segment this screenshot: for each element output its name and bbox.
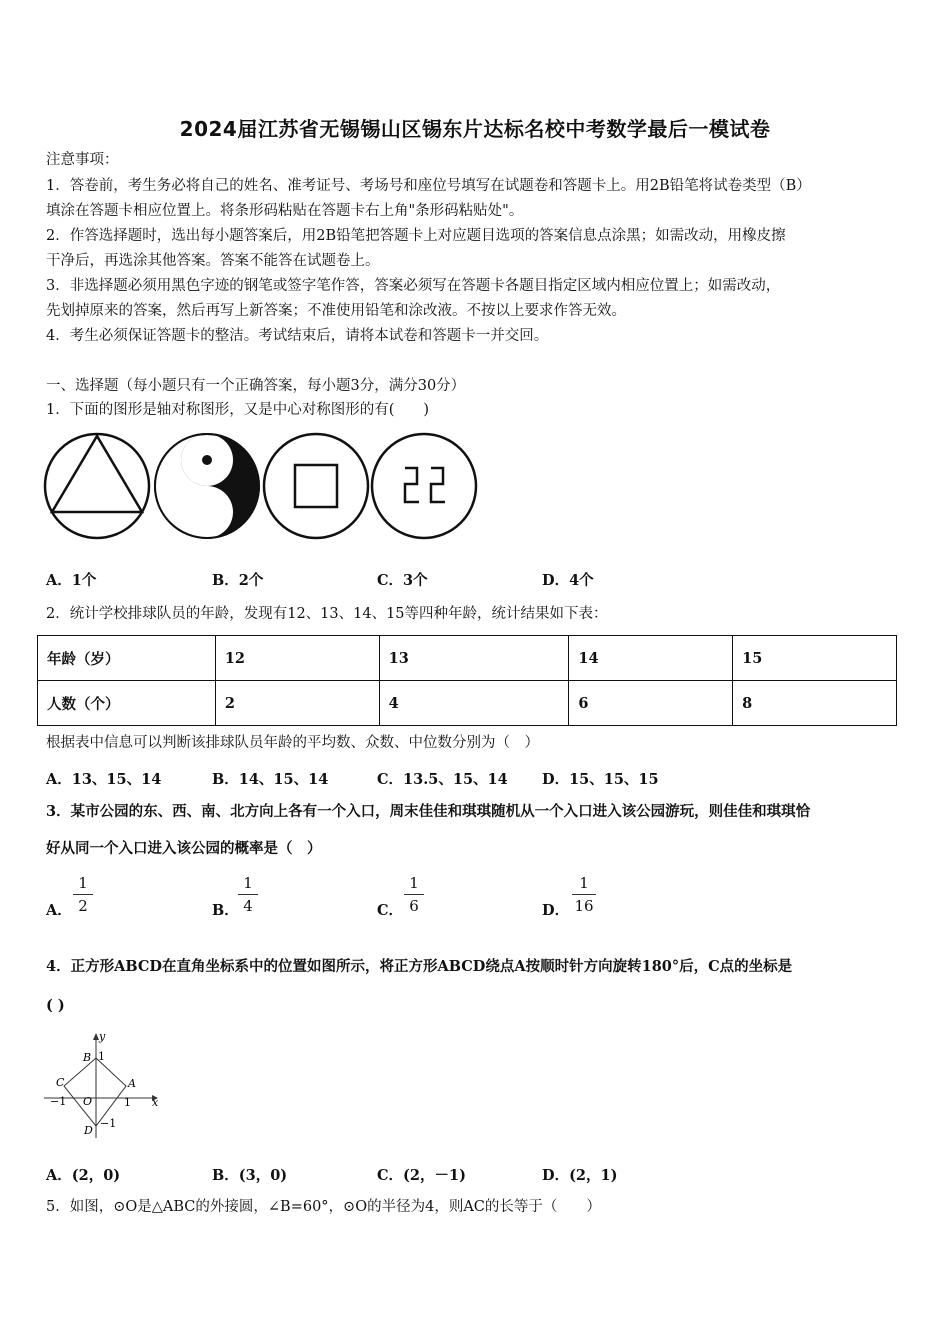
point-label-c: C [56,1076,65,1089]
question-3-option-c-fraction[interactable] [402,873,426,916]
question-3-stem-line-2: 好从同一个入口进入该公园的概率是（ ） [46,840,322,857]
question-2-followup: 根据表中信息可以判断该排球队员年龄的平均数、众数、中位数分别为（ ） [46,735,539,751]
table-header-cell: 年龄（岁） [38,636,216,681]
question-4-option-a[interactable]: A．(2，0) [46,1167,121,1184]
question-2-option-a[interactable]: A．13、15、14 [46,771,162,788]
section-heading: 一、选择题（每小题只有一个正确答案，每小题3分，满分30分） [46,378,466,394]
tick-label: 1 [124,1096,131,1109]
axis-label-x: x [152,1096,159,1109]
fraction-bar [238,894,258,895]
table-cell: 8 [733,681,897,726]
tick-label: 1 [98,1050,105,1063]
question-1-figures [43,430,483,546]
table-cell: 6 [569,681,733,726]
notice-line: 填涂在答题卡相应位置上。将条形码粘贴在答题卡右上角"条形码粘贴处"。 [46,203,524,219]
question-4-stem-line-1: 4．正方形ABCD在直角坐标系中的位置如图所示，将正方形ABCD绕点A按顺时针方向旋转180°后，C点的坐标是 [46,958,793,975]
question-1-option-c[interactable]: C．3个 [377,572,428,589]
table-row [38,681,897,726]
question-4-option-d[interactable]: D．(2，1) [542,1167,618,1184]
question-1-option-d[interactable]: D．4个 [542,572,594,589]
question-4-option-c[interactable]: C．(2，－1) [377,1167,466,1184]
circle-triangle-figure [45,434,149,538]
fraction-bar [404,894,424,895]
question-2-option-d[interactable]: D．15、15、15 [542,771,659,788]
table-cell: 12 [215,636,379,681]
question-3-option-a-fraction[interactable] [71,873,95,916]
coordinate-square-figure [40,1030,170,1144]
table-cell: 15 [733,636,897,681]
circle-glyph-figure [372,434,476,538]
notice-line: 3．非选择题必须用黑色字迹的钢笔或签字笔作答，答案必须写在答题卡各题目指定区域内相应位置上；如需改动， [46,278,781,294]
question-4-stem-line-2: ( ) [46,997,65,1014]
question-3-option-d-fraction[interactable] [570,873,598,916]
table-cell: 2 [215,681,379,726]
question-2-option-b[interactable]: B．14、15、14 [212,771,329,788]
yin-yang-figure [155,434,259,538]
fraction-numerator: 1 [579,874,589,892]
fraction-bar [73,894,93,895]
table-header-cell: 人数（个） [38,681,216,726]
fraction-bar [572,894,596,895]
circle-square-figure [264,434,368,538]
question-1-stem: 1．下面的图形是轴对称图形，又是中心对称图形的有( ) [46,402,430,418]
notice-heading: 注意事项： [46,152,119,168]
question-3-option-b-label[interactable]: B． [212,902,239,919]
fraction-numerator: 1 [78,874,88,892]
notice-line: 4．考生必须保证答题卡的整洁。考试结束后，请将本试卷和答题卡一并交回。 [46,328,549,344]
notice-line: 1．答卷前，考生务必将自己的姓名、准考证号、考场号和座位号填写在试题卷和答题卡上。用2B铅笔将试卷类型（B） [46,178,811,194]
notice-line: 先划掉原来的答案，然后再写上新答案；不准使用铅笔和涂改液。不按以上要求作答无效。 [46,303,626,319]
table-cell: 13 [379,636,569,681]
fraction-numerator: 1 [243,874,253,892]
fraction-numerator: 1 [409,874,419,892]
origin-label: O [83,1095,93,1108]
square-abcd [64,1058,126,1126]
table-row [38,636,897,681]
question-3-option-b-fraction[interactable] [236,873,260,916]
question-3-option-a-label[interactable]: A． [46,902,72,919]
fraction-denominator: 16 [574,897,594,915]
symmetry-figures [43,430,483,542]
question-5-stem: 5．如图，⊙O是△ABC的外接圆，∠B=60°，⊙O的半径为4，则AC的长等于（ ） [46,1199,601,1215]
point-label-a: A [128,1077,136,1090]
question-4-option-b[interactable]: B．(3，0) [212,1167,288,1184]
table-cell: 4 [379,681,569,726]
tick-label: −1 [100,1117,117,1130]
age-statistics-table [37,635,897,726]
page-title: 2024届江苏省无锡锡山区锡东片达标名校中考数学最后一模试卷 [179,117,771,141]
fraction-denominator: 6 [409,897,419,915]
question-1-option-a[interactable]: A．1个 [46,572,97,589]
tick-label: −1 [50,1095,67,1108]
question-1-option-b[interactable]: B．2个 [212,572,264,589]
question-3-option-c-label[interactable]: C． [377,902,404,919]
notice-line: 2．作答选择题时，选出每小题答案后，用2B铅笔把答题卡上对应题目选项的答案信息点涂黑；如需改动，用橡皮擦 [46,228,786,244]
table-cell: 14 [569,636,733,681]
point-label-b: B [83,1051,92,1064]
question-3-option-d-label[interactable]: D． [542,902,570,919]
fraction-denominator: 2 [78,897,88,915]
axis-label-y: y [99,1030,106,1043]
point-label-d: D [84,1124,93,1137]
question-2-stem: 2．统计学校排球队员的年龄，发现有12、13、14、15等四种年龄，统计结果如下表： [46,606,608,622]
coordinate-system [40,1030,170,1140]
notice-line: 干净后，再选涂其他答案。答案不能答在试题卷上。 [46,253,380,269]
question-3-stem-line-1: 3．某市公园的东、西、南、北方向上各有一个入口，周末佳佳和琪琪随机从一个入口进入该公园游玩，则佳佳和琪琪恰 [46,803,811,820]
fraction-denominator: 4 [243,897,253,915]
question-2-option-c[interactable]: C．13.5、15、14 [377,771,508,788]
